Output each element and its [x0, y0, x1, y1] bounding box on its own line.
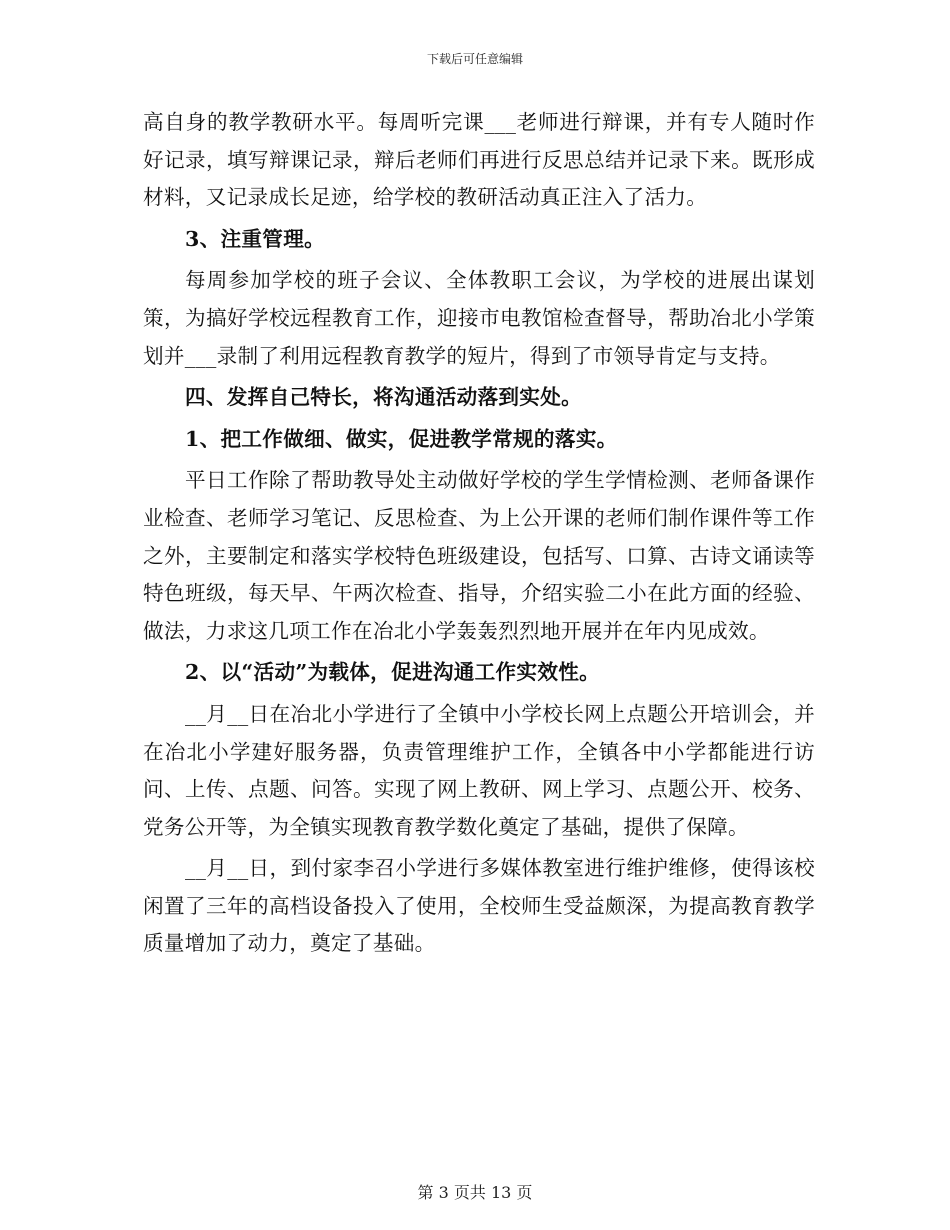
page-footer: 第 3 页共 13 页	[417, 1183, 533, 1202]
paragraph: __月__日，到付家李召小学进行多媒体教室进行维护维修，使得该校闲置了三年的高档设备投入了使用，全校师生受益颇深，为提高教育教学质量增加了动力，奠定了基础。	[143, 856, 815, 956]
section-heading: 2、以“活动”为载体，促进沟通工作实效性。	[185, 660, 601, 685]
paragraph: 高自身的教学教研水平。每周听完课___老师进行辩课，并有专人随时作好记录，填写辩课记录，辩后老师们再进行反思总结并记录下来。既形成材料，又记录成长足迹，给学校的教研活动真正注入了活力。	[143, 110, 815, 210]
section-heading: 四、发挥自己特长，将沟通活动落到实处。	[185, 385, 582, 410]
section-heading: 1、把工作做细、做实，促进教学常规的落实。	[185, 426, 618, 451]
document-body	[143, 104, 815, 963]
page-header: 下载后可任意编辑	[426, 52, 523, 66]
paragraph: 平日工作除了帮助教导处主动做好学校的学生学情检测、老师备课作业检查、老师学习笔记、反思检查、为上公开课的老师们制作课件等工作之外，主要制定和落实学校特色班级建设，包括写、口算、古诗文诵读等特色班级，每天早、午两次检查、指导，介绍实验二小在此方面的经验、做法，力求这几项工作在冶北小学轰轰烈烈地开展并在年内见成效。	[143, 468, 815, 643]
paragraph: __月__日在冶北小学进行了全镇中小学校长网上点题公开培训会，并在冶北小学建好服务器，负责管理维护工作，全镇各中小学都能进行访问、上传、点题、问答。实现了网上教研、网上学习、点题公开、校务、党务公开等，为全镇实现教育教学数化奠定了基础，提供了保障。	[143, 701, 815, 839]
section-heading: 3、注重管理。	[185, 226, 325, 251]
paragraph: 每周参加学校的班子会议、全体教职工会议，为学校的进展出谋划策，为搞好学校远程教育工作，迎接市电教馆检查督导，帮助冶北小学策划并___录制了利用远程教育教学的短片，得到了市领导肯定与支持。	[143, 268, 815, 368]
